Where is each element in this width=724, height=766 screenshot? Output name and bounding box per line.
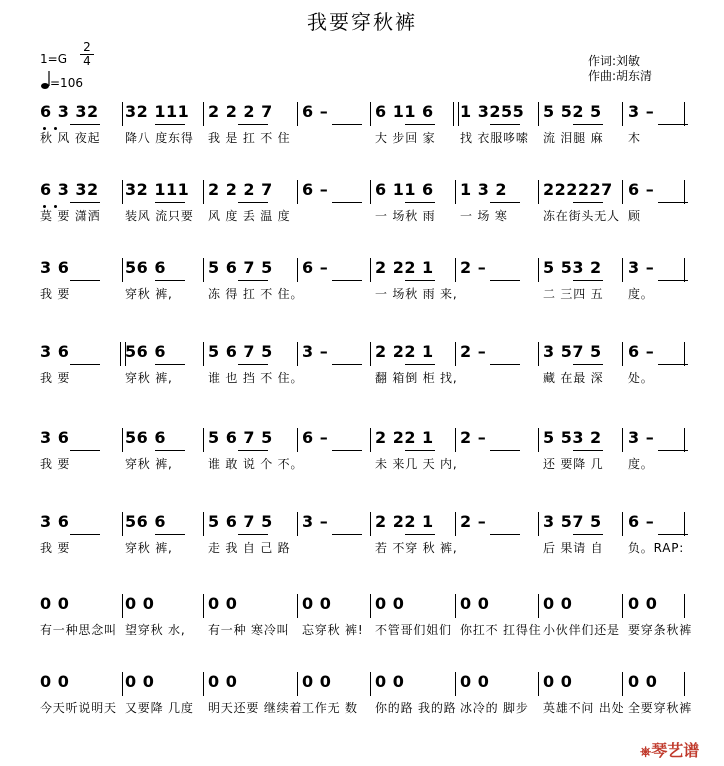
eighth-beam bbox=[405, 124, 435, 125]
eighth-beam bbox=[238, 202, 268, 203]
measure-lyrics: 我 要 bbox=[40, 541, 71, 555]
measure-lyrics: 今天听说明天 bbox=[40, 701, 117, 715]
song-title: 我要穿秋裤 bbox=[307, 10, 417, 34]
barline bbox=[122, 672, 123, 696]
barline bbox=[122, 180, 123, 204]
barline bbox=[203, 180, 204, 204]
eighth-beam bbox=[405, 280, 435, 281]
measure-notes: 32 111 bbox=[125, 102, 190, 121]
barline bbox=[122, 428, 123, 452]
barline bbox=[297, 594, 298, 618]
measure-notes: 0 0 bbox=[40, 672, 70, 691]
barline bbox=[684, 672, 685, 696]
eighth-beam bbox=[490, 280, 520, 281]
barline bbox=[622, 512, 623, 536]
eighth-beam bbox=[155, 450, 185, 451]
measure-notes: 6 – bbox=[302, 258, 329, 277]
measure-lyrics: 英雄不问 出处 bbox=[543, 701, 625, 715]
measure-lyrics: 你扛不 扛得住 bbox=[460, 623, 542, 637]
barline bbox=[370, 512, 371, 536]
eighth-beam bbox=[155, 280, 185, 281]
eighth-beam bbox=[573, 450, 603, 451]
measure-notes: 5 6 7 5 bbox=[208, 258, 273, 277]
measure-notes: 0 0 bbox=[302, 672, 332, 691]
eighth-beam bbox=[70, 534, 100, 535]
measure-notes: 56 6 bbox=[125, 428, 166, 447]
barline bbox=[684, 102, 685, 126]
measure-lyrics: 要穿条秋裤 bbox=[628, 623, 693, 637]
measure-lyrics: 木 bbox=[628, 131, 641, 145]
measure-notes: 6 – bbox=[302, 102, 329, 121]
eighth-beam bbox=[490, 364, 520, 365]
measure-notes: 6 – bbox=[628, 342, 655, 361]
score-row bbox=[0, 258, 724, 328]
measure-lyrics: 不管哥们姐们 bbox=[375, 623, 452, 637]
barline bbox=[370, 342, 371, 366]
barline bbox=[538, 672, 539, 696]
eighth-beam bbox=[332, 364, 362, 365]
key-signature: 1=G bbox=[40, 52, 67, 66]
measure-lyrics: 一 场 寒 bbox=[460, 209, 508, 223]
measure-notes: 1 3255 bbox=[460, 102, 525, 121]
measure-lyrics: 望穿秋 水, bbox=[125, 623, 186, 637]
barline bbox=[684, 342, 685, 366]
double-barline bbox=[120, 342, 126, 366]
measure-notes: 5 53 2 bbox=[543, 258, 602, 277]
logo-mark-icon: ⎈ bbox=[640, 744, 652, 760]
measure-notes: 0 0 bbox=[460, 672, 490, 691]
measure-lyrics: 小伙伴们还是 bbox=[543, 623, 620, 637]
octave-dot bbox=[43, 205, 46, 208]
measure-notes: 2 22 1 bbox=[375, 512, 434, 531]
barline bbox=[203, 672, 204, 696]
measure-lyrics: 负。RAP: bbox=[628, 541, 685, 555]
barline bbox=[297, 512, 298, 536]
measure-notes: 56 6 bbox=[125, 258, 166, 277]
eighth-beam bbox=[573, 202, 603, 203]
barline bbox=[122, 258, 123, 282]
measure-notes: 2 – bbox=[460, 342, 487, 361]
logo-text: 琴艺谱 bbox=[651, 741, 700, 760]
measure-lyrics: 度。 bbox=[628, 457, 654, 471]
barline bbox=[684, 512, 685, 536]
measure-notes: 5 53 2 bbox=[543, 428, 602, 447]
barline bbox=[455, 512, 456, 536]
barline bbox=[370, 672, 371, 696]
score-row bbox=[0, 512, 724, 582]
barline bbox=[455, 342, 456, 366]
barline bbox=[538, 180, 539, 204]
barline bbox=[370, 180, 371, 204]
measure-notes: 0 0 bbox=[460, 594, 490, 613]
measure-lyrics: 冰冷的 脚步 bbox=[460, 701, 529, 715]
double-barline bbox=[453, 102, 459, 126]
measure-lyrics: 后 果请 自 bbox=[543, 541, 604, 555]
tempo-marking: =106 bbox=[50, 76, 83, 90]
measure-notes: 3 6 bbox=[40, 428, 70, 447]
barline bbox=[622, 594, 623, 618]
eighth-beam bbox=[490, 124, 520, 125]
score-row bbox=[0, 428, 724, 498]
measure-notes: 3 57 5 bbox=[543, 512, 602, 531]
measure-notes: 6 – bbox=[628, 180, 655, 199]
measure-lyrics: 风 度 丢 温 度 bbox=[208, 209, 291, 223]
octave-dot bbox=[43, 127, 46, 130]
measure-lyrics: 找 衣服哆嗦 bbox=[460, 131, 529, 145]
score-row bbox=[0, 672, 724, 742]
barline bbox=[538, 594, 539, 618]
eighth-beam bbox=[155, 124, 185, 125]
measure-notes: 3 – bbox=[302, 512, 329, 531]
measure-lyrics: 我 要 bbox=[40, 287, 71, 301]
barline bbox=[622, 342, 623, 366]
measure-lyrics: 忘穿秋 裤! bbox=[302, 623, 364, 637]
barline bbox=[122, 594, 123, 618]
measure-lyrics: 走 我 自 己 路 bbox=[208, 541, 291, 555]
measure-notes: 5 6 7 5 bbox=[208, 428, 273, 447]
barline bbox=[622, 102, 623, 126]
lyricist-credit: 作词:刘敏 bbox=[588, 54, 641, 68]
barline bbox=[297, 102, 298, 126]
measure-lyrics: 又要降 几度 bbox=[125, 701, 194, 715]
measure-lyrics: 谁 敢 说 个 不。 bbox=[208, 457, 304, 471]
eighth-beam bbox=[405, 534, 435, 535]
barline bbox=[297, 180, 298, 204]
measure-lyrics: 翻 箱倒 柜 找, bbox=[375, 371, 458, 385]
barline bbox=[203, 258, 204, 282]
measure-lyrics: 明天还要 继续着 bbox=[208, 701, 303, 715]
measure-notes: 0 0 bbox=[375, 672, 405, 691]
measure-notes: 32 111 bbox=[125, 180, 190, 199]
eighth-beam bbox=[573, 124, 603, 125]
measure-notes: 2 22 1 bbox=[375, 342, 434, 361]
measure-notes: 0 0 bbox=[628, 594, 658, 613]
measure-notes: 2 2 2 7 bbox=[208, 102, 273, 121]
composer-credit: 作曲:胡东清 bbox=[588, 69, 653, 83]
eighth-beam bbox=[405, 202, 435, 203]
measure-notes: 6 – bbox=[628, 512, 655, 531]
barline bbox=[538, 512, 539, 536]
barline bbox=[370, 102, 371, 126]
eighth-beam bbox=[238, 280, 268, 281]
measure-lyrics: 若 不穿 秋 裤, bbox=[375, 541, 458, 555]
measure-notes: 3 – bbox=[628, 428, 655, 447]
eighth-beam bbox=[490, 450, 520, 451]
barline bbox=[203, 512, 204, 536]
barline bbox=[297, 672, 298, 696]
barline bbox=[684, 258, 685, 282]
measure-notes: 6 3 32 bbox=[40, 102, 99, 121]
barline bbox=[622, 180, 623, 204]
measure-lyrics: 秋 风 夜起 bbox=[40, 131, 101, 145]
measure-notes: 0 0 bbox=[125, 594, 155, 613]
measure-lyrics: 你的路 我的路 bbox=[375, 701, 457, 715]
eighth-beam bbox=[155, 364, 185, 365]
measure-notes: 3 6 bbox=[40, 512, 70, 531]
measure-notes: 0 0 bbox=[125, 672, 155, 691]
measure-notes: 3 – bbox=[628, 102, 655, 121]
measure-notes: 0 0 bbox=[302, 594, 332, 613]
eighth-beam bbox=[573, 280, 603, 281]
barline bbox=[684, 180, 685, 204]
measure-notes: 6 – bbox=[302, 428, 329, 447]
measure-lyrics: 一 场秋 雨 来, bbox=[375, 287, 458, 301]
time-signature bbox=[80, 41, 94, 68]
eighth-beam bbox=[70, 124, 100, 125]
barline bbox=[297, 342, 298, 366]
eighth-beam bbox=[332, 534, 362, 535]
barline bbox=[203, 102, 204, 126]
eighth-beam bbox=[238, 534, 268, 535]
measure-notes: 1 3 2 bbox=[460, 180, 508, 199]
measure-notes: 56 6 bbox=[125, 342, 166, 361]
barline bbox=[538, 342, 539, 366]
eighth-beam bbox=[405, 364, 435, 365]
barline bbox=[370, 594, 371, 618]
eighth-beam bbox=[70, 280, 100, 281]
measure-lyrics: 莫 要 潇洒 bbox=[40, 209, 101, 223]
measure-notes: 3 57 5 bbox=[543, 342, 602, 361]
measure-notes: 0 0 bbox=[208, 594, 238, 613]
measure-lyrics: 我 要 bbox=[40, 371, 71, 385]
measure-lyrics: 穿秋 裤, bbox=[125, 457, 173, 471]
measure-lyrics: 穿秋 裤, bbox=[125, 287, 173, 301]
score-row bbox=[0, 594, 724, 664]
score-row bbox=[0, 342, 724, 412]
eighth-beam bbox=[490, 534, 520, 535]
barline bbox=[538, 428, 539, 452]
eighth-beam bbox=[70, 364, 100, 365]
barline bbox=[684, 428, 685, 452]
barline bbox=[622, 258, 623, 282]
measure-notes: 222227 bbox=[543, 180, 613, 199]
eighth-beam bbox=[332, 280, 362, 281]
measure-lyrics: 二 三四 五 bbox=[543, 287, 604, 301]
barline bbox=[297, 258, 298, 282]
measure-notes: 3 6 bbox=[40, 342, 70, 361]
barline bbox=[622, 428, 623, 452]
site-logo bbox=[640, 738, 699, 761]
measure-lyrics: 冻 得 扛 不 住。 bbox=[208, 287, 304, 301]
measure-lyrics: 大 步回 家 bbox=[375, 131, 436, 145]
barline bbox=[455, 180, 456, 204]
measure-lyrics: 穿秋 裤, bbox=[125, 541, 173, 555]
barline bbox=[122, 512, 123, 536]
measure-notes: 2 – bbox=[460, 258, 487, 277]
measure-lyrics: 穿秋 裤, bbox=[125, 371, 173, 385]
eighth-beam bbox=[332, 450, 362, 451]
eighth-beam bbox=[332, 124, 362, 125]
measure-notes: 2 – bbox=[460, 512, 487, 531]
octave-dot bbox=[54, 127, 57, 130]
measure-notes: 5 6 7 5 bbox=[208, 512, 273, 531]
measure-lyrics: 处。 bbox=[628, 371, 654, 385]
measure-lyrics: 我 要 bbox=[40, 457, 71, 471]
measure-lyrics: 度。 bbox=[628, 287, 654, 301]
eighth-beam bbox=[238, 124, 268, 125]
barline bbox=[370, 428, 371, 452]
eighth-beam bbox=[238, 364, 268, 365]
measure-notes: 0 0 bbox=[40, 594, 70, 613]
measure-notes: 0 0 bbox=[628, 672, 658, 691]
measure-lyrics: 顾 bbox=[628, 209, 641, 223]
score-row bbox=[0, 102, 724, 172]
barline bbox=[455, 258, 456, 282]
measure-notes: 3 6 bbox=[40, 258, 70, 277]
eighth-beam bbox=[155, 202, 185, 203]
measure-lyrics: 还 要降 几 bbox=[543, 457, 604, 471]
eighth-beam bbox=[238, 450, 268, 451]
barline bbox=[622, 672, 623, 696]
time-signature-bottom: 4 bbox=[83, 54, 91, 68]
measure-notes: 6 3 32 bbox=[40, 180, 99, 199]
measure-lyrics: 冻在街头无人 bbox=[543, 209, 620, 223]
measure-notes: 5 6 7 5 bbox=[208, 342, 273, 361]
barline bbox=[122, 102, 123, 126]
measure-notes: 0 0 bbox=[208, 672, 238, 691]
measure-notes: 2 2 2 7 bbox=[208, 180, 273, 199]
barline bbox=[538, 102, 539, 126]
eighth-beam bbox=[332, 202, 362, 203]
measure-lyrics: 有一种 寒冷叫 bbox=[208, 623, 290, 637]
measure-lyrics: 未 来几 天 内, bbox=[375, 457, 458, 471]
barline bbox=[455, 594, 456, 618]
octave-dot bbox=[54, 205, 57, 208]
measure-lyrics: 一 场秋 雨 bbox=[375, 209, 436, 223]
barline bbox=[203, 428, 204, 452]
measure-lyrics: 流 泪腿 麻 bbox=[543, 131, 604, 145]
measure-lyrics: 藏 在最 深 bbox=[543, 371, 604, 385]
time-signature-top: 2 bbox=[80, 41, 94, 55]
measure-notes: 0 0 bbox=[375, 594, 405, 613]
barline bbox=[684, 594, 685, 618]
measure-notes: 5 52 5 bbox=[543, 102, 602, 121]
barline bbox=[203, 594, 204, 618]
measure-notes: 0 0 bbox=[543, 594, 573, 613]
measure-notes: 56 6 bbox=[125, 512, 166, 531]
measure-notes: 0 0 bbox=[543, 672, 573, 691]
measure-lyrics: 装风 流只要 bbox=[125, 209, 194, 223]
eighth-beam bbox=[70, 202, 100, 203]
eighth-beam bbox=[70, 450, 100, 451]
barline bbox=[203, 342, 204, 366]
measure-notes: 6 – bbox=[302, 180, 329, 199]
measure-notes: 3 – bbox=[302, 342, 329, 361]
measure-lyrics: 工作无 数 bbox=[302, 701, 358, 715]
score-row bbox=[0, 180, 724, 250]
barline bbox=[538, 258, 539, 282]
measure-notes: 6 11 6 bbox=[375, 102, 434, 121]
barline bbox=[455, 428, 456, 452]
eighth-beam bbox=[573, 364, 603, 365]
measure-lyrics: 谁 也 挡 不 住。 bbox=[208, 371, 304, 385]
measure-notes: 2 – bbox=[460, 428, 487, 447]
barline bbox=[297, 428, 298, 452]
measure-lyrics: 我 是 扛 不 住 bbox=[208, 131, 291, 145]
eighth-beam bbox=[490, 202, 520, 203]
measure-lyrics: 降八 度东得 bbox=[125, 131, 194, 145]
barline bbox=[370, 258, 371, 282]
measure-notes: 3 – bbox=[628, 258, 655, 277]
measure-lyrics: 有一种思念叫 bbox=[40, 623, 117, 637]
measure-notes: 2 22 1 bbox=[375, 258, 434, 277]
barline bbox=[455, 672, 456, 696]
eighth-beam bbox=[155, 534, 185, 535]
measure-lyrics: 全要穿秋裤 bbox=[628, 701, 693, 715]
eighth-beam bbox=[405, 450, 435, 451]
measure-notes: 6 11 6 bbox=[375, 180, 434, 199]
eighth-beam bbox=[573, 534, 603, 535]
measure-notes: 2 22 1 bbox=[375, 428, 434, 447]
